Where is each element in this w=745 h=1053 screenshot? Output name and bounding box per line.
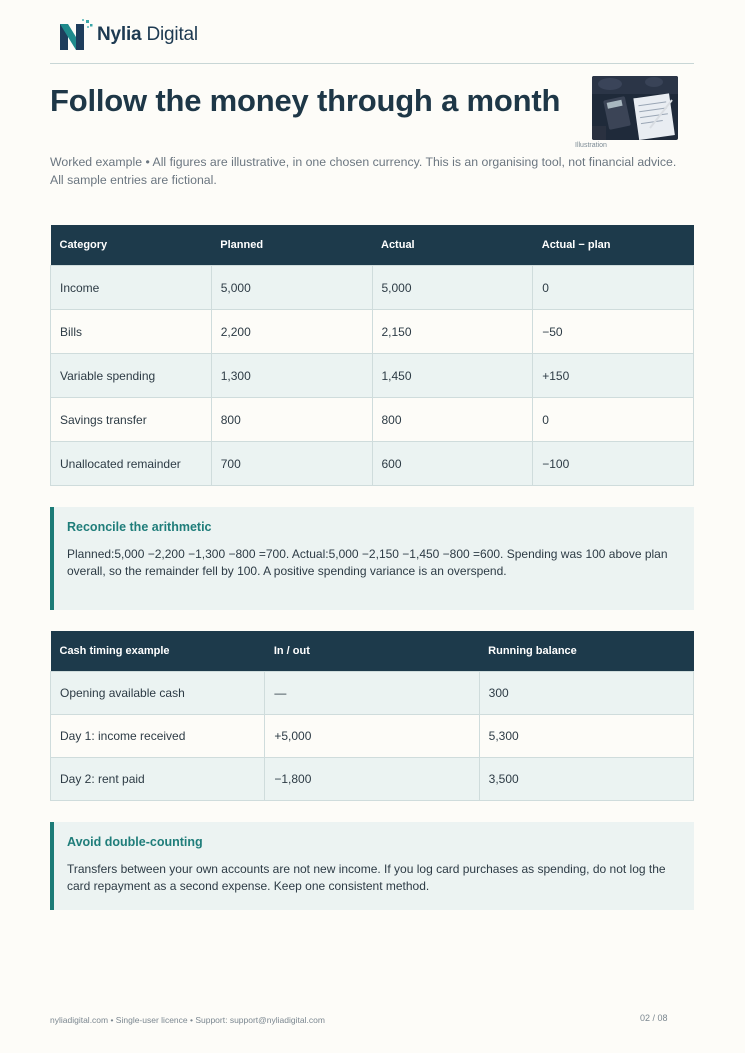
double-counting-callout	[50, 822, 694, 910]
column-header: Actual	[372, 225, 533, 266]
calculator-desk-photo-icon	[592, 76, 678, 140]
header-divider	[50, 63, 694, 64]
table-row	[51, 310, 694, 354]
budget-table	[50, 225, 694, 486]
table-cell: 3,500	[479, 758, 693, 801]
callout-body: Transfers between your own accounts are not new income. If you log card purchases as spending, do not log the card repayment as a second expense. Keep one consistent method.	[67, 862, 666, 893]
brand-logo[interactable]	[58, 18, 198, 52]
page-title: Follow the money through a month	[50, 83, 561, 118]
callout-heading: Reconcile the arithmetic	[67, 520, 212, 534]
table-cell: −1,800	[265, 758, 479, 801]
table-cell: —	[265, 672, 479, 715]
table-row	[51, 266, 694, 310]
table-cell: 0	[533, 266, 694, 310]
table-cell: 300	[479, 672, 693, 715]
brand-name-light: Digital	[146, 24, 198, 45]
table-cell: 0	[533, 398, 694, 442]
footer-text: nyliadigital.com • Single-user licence • Support: support@nyliadigital.com	[50, 1015, 325, 1025]
column-header: Cash timing example	[51, 631, 265, 672]
table-cell: +5,000	[265, 715, 479, 758]
table-cell: 700	[211, 442, 372, 486]
column-header: In / out	[265, 631, 479, 672]
table-cell: 600	[372, 442, 533, 486]
table-cell: 2,200	[211, 310, 372, 354]
table-header-row	[51, 225, 694, 266]
brand-name	[97, 24, 198, 46]
page-number: 02 / 08	[640, 1013, 668, 1023]
table-cell: 2,150	[372, 310, 533, 354]
table-cell: 1,450	[372, 354, 533, 398]
table-cell: 800	[372, 398, 533, 442]
table-cell: 5,000	[211, 266, 372, 310]
column-header: Category	[51, 225, 212, 266]
table-cell: −50	[533, 310, 694, 354]
table-cell: 5,000	[372, 266, 533, 310]
table-cell: Day 1: income received	[51, 715, 265, 758]
table-row	[51, 758, 694, 801]
table-cell: Bills	[51, 310, 212, 354]
cash-timing-table	[50, 631, 694, 801]
table-cell: Income	[51, 266, 212, 310]
table-row	[51, 715, 694, 758]
table-row	[51, 354, 694, 398]
image-caption: Illustration	[575, 142, 607, 149]
column-header: Actual − plan	[533, 225, 694, 266]
table-cell: Opening available cash	[51, 672, 265, 715]
table-cell: Day 2: rent paid	[51, 758, 265, 801]
table-cell: 800	[211, 398, 372, 442]
table-cell: Savings transfer	[51, 398, 212, 442]
table-cell: 5,300	[479, 715, 693, 758]
table-cell: Unallocated remainder	[51, 442, 212, 486]
brand-name-bold: Nylia	[97, 24, 142, 45]
table-cell: 1,300	[211, 354, 372, 398]
column-header: Planned	[211, 225, 372, 266]
column-header: Running balance	[479, 631, 693, 672]
intro-text: Worked example • All figures are illustrative, in one chosen currency. This is an organising tool, not financial advice. All sample entries are fictional.	[50, 155, 677, 187]
table-cell: Variable spending	[51, 354, 212, 398]
callout-heading: Avoid double-counting	[67, 835, 203, 849]
nylia-logo-icon	[58, 18, 94, 52]
table-cell: −100	[533, 442, 694, 486]
table-cell: +150	[533, 354, 694, 398]
callout-body: Planned:5,000 −2,200 −1,300 −800 =700. Actual:5,000 −2,150 −1,450 −800 =600. Spending was 100 above plan overall, so the remainder fell by 100. A positive spending variance is an overspend.	[67, 547, 668, 578]
table-row	[51, 398, 694, 442]
reconcile-callout	[50, 507, 694, 610]
table-row	[51, 672, 694, 715]
table-header-row	[51, 631, 694, 672]
table-row	[51, 442, 694, 486]
